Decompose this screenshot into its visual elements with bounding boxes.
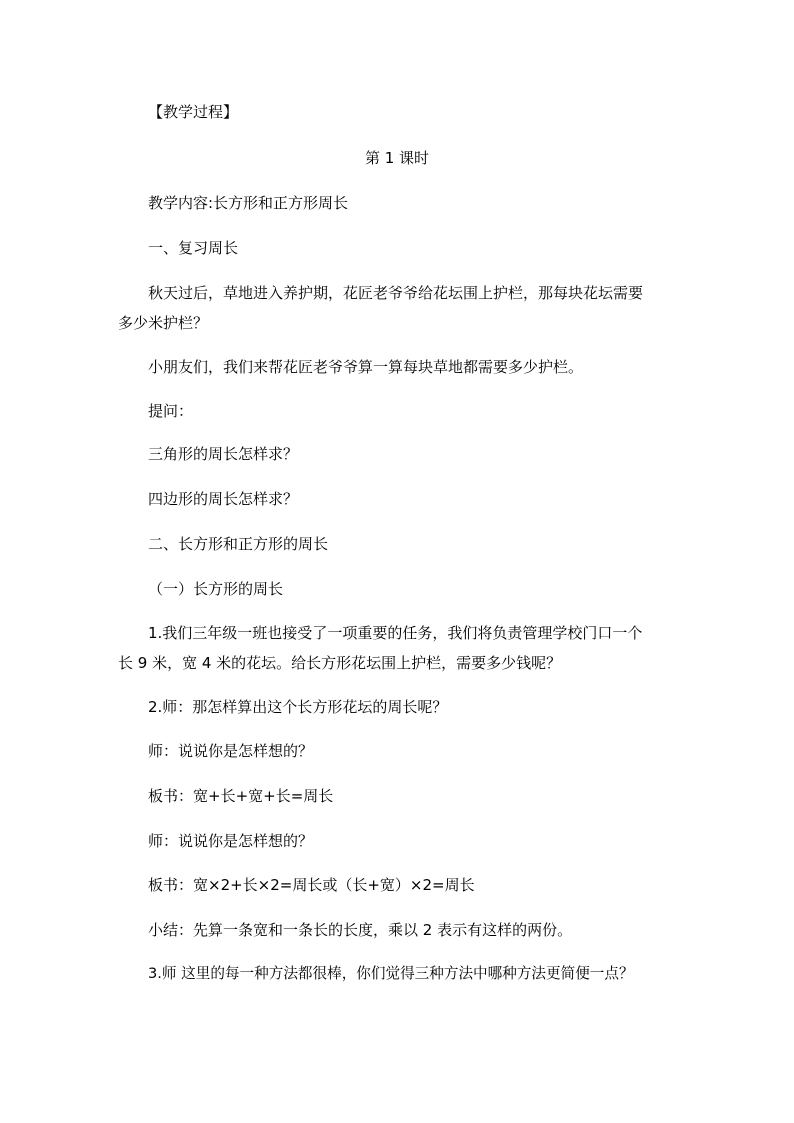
item-1-line-1: 1.我们三年级一班也接受了一项重要的任务，我们将负责管理学校门口一个 (148, 624, 643, 642)
item-2: 2.师：那怎样算出这个长方形花坛的周长呢？ (148, 698, 448, 716)
section-heading: 【教学过程】 (148, 103, 239, 121)
teacher-question-2: 师：说说你是怎样想的？ (148, 832, 314, 850)
paragraph-1-line-2: 多少米护栏？ (118, 314, 209, 332)
question-2: 四边形的周长怎样求？ (148, 490, 299, 508)
subsection-1-heading: （一）长方形的周长 (148, 580, 284, 598)
teaching-content: 教学内容:长方形和正方形周长 (148, 194, 349, 212)
summary: 小结：先算一条宽和一条长的长度，乘以 2 表示有这样的两份。 (148, 921, 573, 939)
teacher-question-1: 师：说说你是怎样想的？ (148, 742, 314, 760)
part2-heading: 二、长方形和正方形的周长 (148, 535, 329, 553)
board-note-2: 板书：宽×2+长×2=周长或（长+宽）×2=周长 (148, 876, 475, 894)
item-1-line-2: 长 9 米，宽 4 米的花坛。给长方形花坛围上护栏，需要多少钱呢？ (118, 654, 562, 672)
question-1: 三角形的周长怎样求？ (148, 445, 299, 463)
paragraph-2: 小朋友们，我们来帮花匠老爷爷算一算每块草地都需要多少护栏。 (148, 358, 584, 376)
part1-heading: 一、复习周长 (148, 239, 239, 257)
paragraph-1-line-1: 秋天过后，草地进入养护期，花匠老爷爷给花坛围上护栏，那每块花坛需要 (148, 284, 644, 302)
lesson-title: 第 1 课时 (364, 149, 430, 167)
board-note-1: 板书：宽+长+宽+长=周长 (148, 787, 334, 805)
question-label: 提问： (148, 402, 194, 420)
item-3: 3.师 这里的每一种方法都很棒，你们觉得三种方法中哪种方法更简便一点？ (148, 965, 634, 982)
